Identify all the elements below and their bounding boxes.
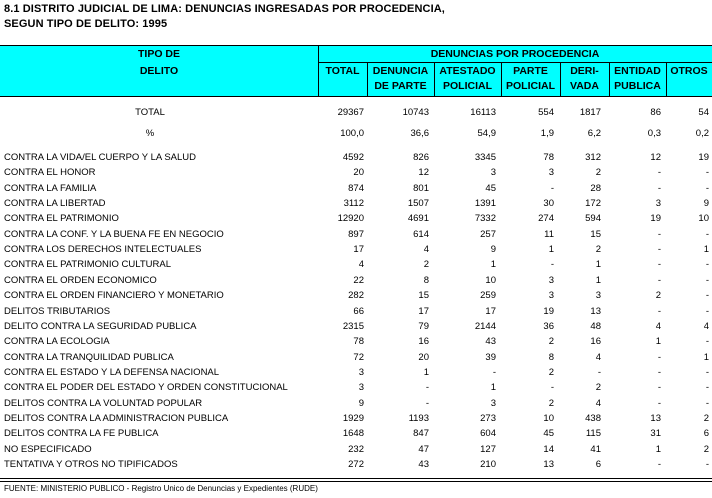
row-value: -: [550, 382, 554, 394]
row-label: CONTRA LA TRANQUILIDAD PUBLICA: [4, 351, 174, 363]
table-row: [0, 151, 712, 165]
row-value: 1: [423, 366, 429, 378]
row-label: CONTRA EL PODER DEL ESTADO Y ORDEN CONSTITUCIONAL: [4, 382, 288, 394]
row-value: 20: [353, 167, 364, 179]
table-row: [0, 366, 712, 380]
header-col-denuncia-l2: DE PARTE: [374, 80, 427, 92]
row-value: -: [705, 274, 709, 286]
row-value: 826: [413, 152, 429, 163]
row-value: 54: [698, 107, 709, 118]
row-value: 3112: [343, 198, 364, 210]
row-value: 874: [348, 182, 364, 194]
row-label: CONTRA EL HONOR: [4, 167, 96, 179]
row-value: -: [705, 336, 709, 348]
row-value: 22: [353, 274, 364, 286]
table-row: [0, 289, 712, 303]
row-value: 3: [595, 290, 601, 302]
row-label: %: [145, 128, 155, 139]
row-value: 6,2: [587, 128, 601, 139]
row-value: -: [705, 459, 709, 470]
table-row: [0, 381, 712, 395]
row-value: -: [657, 397, 661, 409]
row-value: 897: [348, 228, 364, 240]
header-tipo-line1: TIPO DE: [137, 48, 180, 60]
header-tipo-line2: DELITO: [139, 65, 179, 77]
row-value: -: [657, 182, 661, 194]
row-value: 3: [548, 290, 554, 302]
row-label: CONTRA LA FAMILIA: [4, 182, 97, 194]
row-value: 100,0: [340, 128, 364, 139]
row-value: 20: [418, 351, 429, 363]
row-value: 4: [703, 320, 709, 332]
row-value: 1507: [407, 198, 429, 210]
row-value: -: [705, 366, 709, 378]
row-value: 15: [590, 228, 601, 240]
row-value: 41: [590, 443, 601, 455]
row-label: DELITOS CONTRA LA VOLUNTAD POPULAR: [4, 397, 203, 409]
row-value: 210: [480, 459, 496, 470]
header-col-atestado-l1: ATESTADO: [439, 65, 496, 77]
row-value: 2: [548, 366, 554, 378]
row-value: 16: [418, 336, 429, 348]
row-value: 36: [543, 320, 554, 332]
row-value: 2: [423, 259, 429, 271]
row-value: -: [705, 290, 709, 302]
table-row: [0, 305, 712, 319]
row-value: 39: [485, 351, 496, 363]
row-value: 3: [358, 366, 364, 378]
row-value: -: [657, 244, 661, 256]
row-value: 172: [585, 198, 601, 210]
row-value: 8: [548, 351, 554, 363]
row-value: 28: [590, 182, 601, 194]
table-row: [0, 228, 712, 242]
row-value: 54,9: [477, 128, 496, 139]
row-value: 3: [655, 198, 661, 210]
row-value: -: [705, 259, 709, 271]
table-row: [0, 212, 712, 226]
row-value: 16: [590, 336, 601, 348]
header-col-otros: OTROS: [670, 65, 708, 77]
row-value: 2144: [474, 320, 496, 332]
row-value: 554: [538, 107, 554, 118]
row-value: 1193: [408, 412, 429, 424]
table-row: [0, 351, 712, 365]
row-value: 16113: [470, 107, 496, 118]
row-value: 12: [650, 152, 661, 163]
row-value: 10743: [402, 107, 429, 118]
row-value: 17: [353, 244, 364, 256]
row-value: 1391: [474, 198, 496, 210]
row-value: 4: [358, 259, 364, 271]
row-label: CONTRA LA CONF. Y LA BUENA FE EN NEGOCIO: [4, 228, 224, 240]
table-row: [0, 106, 712, 120]
row-value: 2: [703, 412, 709, 424]
row-value: 4691: [407, 213, 429, 225]
row-label: NO ESPECIFICADO: [4, 443, 92, 455]
row-value: 438: [585, 412, 601, 424]
row-value: -: [657, 167, 661, 179]
row-value: 312: [585, 152, 601, 163]
row-value: 13: [590, 305, 601, 317]
header-col-parte-l2: POLICIAL: [506, 80, 555, 92]
row-value: 6: [595, 459, 601, 470]
row-value: 78: [353, 336, 364, 348]
row-value: 43: [485, 336, 496, 348]
row-value: 594: [585, 213, 601, 225]
table-title: 8.1 DISTRITO JUDICIAL DE LIMA: DENUNCIAS INGRESADAS POR PROCEDENCIA,: [4, 3, 445, 15]
row-value: -: [657, 351, 661, 363]
row-value: 4: [655, 320, 661, 332]
table-row: [0, 274, 712, 288]
row-value: 2: [548, 397, 554, 409]
row-value: 45: [543, 428, 554, 440]
row-value: 15: [418, 290, 429, 302]
row-value: 30: [543, 198, 554, 210]
header-col-entidad-l2: PUBLICA: [614, 80, 661, 92]
row-value: 8: [423, 274, 429, 286]
row-value: 9: [703, 198, 709, 210]
row-value: 1: [490, 382, 496, 394]
row-value: -: [705, 397, 709, 409]
row-value: -: [705, 182, 709, 194]
table-header: [0, 45, 712, 97]
row-value: -: [705, 167, 709, 179]
row-value: -: [657, 274, 661, 286]
row-value: 801: [413, 182, 429, 194]
row-value: 10: [698, 213, 709, 225]
row-value: 43: [418, 459, 429, 470]
row-value: 2: [595, 167, 601, 179]
row-value: 17: [418, 305, 429, 317]
row-value: 45: [485, 182, 496, 194]
row-value: 614: [413, 228, 429, 240]
row-label: CONTRA LA VIDA/EL CUERPO Y LA SALUD: [4, 152, 197, 163]
row-value: 19: [543, 305, 554, 317]
row-value: 282: [348, 290, 364, 302]
row-value: -: [705, 382, 709, 394]
row-value: 2: [595, 382, 601, 394]
row-value: 11: [544, 228, 554, 240]
row-label: CONTRA EL ORDEN ECONOMICO: [4, 274, 157, 286]
row-value: 1: [655, 336, 661, 348]
row-value: 0,3: [647, 128, 661, 139]
row-value: 29367: [337, 107, 364, 118]
row-value: 1,9: [540, 128, 554, 139]
row-value: 14: [543, 443, 554, 455]
row-value: 257: [480, 228, 496, 240]
row-value: 1929: [342, 412, 364, 424]
row-value: 1817: [579, 107, 601, 118]
row-value: 86: [650, 107, 661, 118]
row-value: 1: [490, 259, 496, 271]
row-value: 2: [703, 443, 709, 455]
row-value: 13: [543, 459, 554, 470]
row-value: 19: [650, 213, 661, 225]
row-value: 2: [655, 290, 661, 302]
table-row: [0, 397, 712, 411]
header-col-parte-l1: PARTE: [513, 65, 548, 77]
row-value: 17: [485, 305, 496, 317]
header-group: DENUNCIAS POR PROCEDENCIA: [430, 48, 600, 60]
row-value: 9: [358, 397, 364, 409]
row-value: -: [705, 228, 709, 240]
row-value: 9: [490, 244, 496, 256]
row-value: 4: [595, 351, 601, 363]
row-value: 1648: [342, 428, 364, 440]
row-value: 272: [348, 459, 364, 470]
row-label: CONTRA EL PATRIMONIO CULTURAL: [4, 259, 171, 271]
table-row: [0, 412, 712, 426]
table-row: [0, 243, 712, 257]
row-value: 1: [595, 259, 601, 271]
row-value: -: [657, 366, 661, 378]
row-value: 0,2: [695, 128, 709, 139]
row-value: 78: [543, 152, 554, 163]
row-value: 48: [590, 320, 601, 332]
row-value: -: [657, 259, 661, 271]
table-row: [0, 320, 712, 334]
row-value: 3: [490, 167, 496, 179]
row-label: DELITOS CONTRA LA ADMINISTRACION PUBLICA: [4, 412, 229, 424]
row-value: 3345: [474, 152, 496, 163]
row-value: 10: [543, 412, 554, 424]
row-value: 72: [353, 351, 364, 363]
table-row: [0, 182, 712, 196]
row-label: CONTRA EL ESTADO Y LA DEFENSA NACIONAL: [4, 366, 220, 378]
row-value: 47: [418, 443, 429, 455]
row-value: 604: [480, 428, 496, 440]
row-value: 6: [703, 428, 709, 440]
row-label: TENTATIVA Y OTROS NO TIPIFICADOS: [4, 459, 178, 470]
row-value: 36,6: [410, 128, 429, 139]
row-value: 13: [650, 412, 661, 424]
row-value: 3: [548, 167, 554, 179]
row-label: CONTRA EL PATRIMONIO: [4, 213, 119, 225]
table-row: [0, 166, 712, 180]
row-value: 1: [655, 443, 661, 455]
row-value: 66: [353, 305, 364, 317]
row-value: 4: [423, 244, 429, 256]
row-value: 3: [358, 382, 364, 394]
row-value: 4592: [342, 152, 364, 163]
row-value: -: [550, 182, 554, 194]
row-value: 10: [485, 274, 496, 286]
row-value: -: [425, 397, 429, 409]
row-value: -: [425, 382, 429, 394]
row-value: -: [550, 259, 554, 271]
row-value: 1: [703, 351, 709, 363]
row-value: 79: [418, 320, 429, 332]
header-col-derivada-l1: DERI-: [570, 65, 599, 77]
row-label: TOTAL: [135, 107, 165, 118]
row-value: 7332: [474, 213, 496, 225]
header-col-entidad-l1: ENTIDAD: [614, 65, 661, 77]
row-value: 3: [548, 274, 554, 286]
row-value: 12920: [337, 213, 364, 225]
row-label: CONTRA LA ECOLOGIA: [4, 336, 110, 348]
row-value: 31: [650, 428, 661, 440]
row-value: 1: [595, 274, 601, 286]
row-label: CONTRA LA LIBERTAD: [4, 198, 106, 210]
footnote: FUENTE: MINISTERIO PUBLICO - Registro Unico de Denuncias y Expedientes (RUDE): [4, 484, 318, 493]
table-row: [0, 197, 712, 211]
row-value: -: [657, 305, 661, 317]
row-value: 12: [418, 167, 429, 179]
row-value: 115: [585, 428, 601, 440]
row-value: -: [597, 366, 601, 378]
header-col-atestado-l2: POLICIAL: [443, 80, 492, 92]
row-value: 127: [480, 443, 496, 455]
table-row: [0, 258, 712, 272]
row-value: 274: [538, 213, 554, 225]
table-row: [0, 458, 712, 472]
row-value: 273: [480, 412, 496, 424]
row-value: 4: [595, 397, 601, 409]
row-label: DELITO CONTRA LA SEGURIDAD PUBLICA: [4, 320, 197, 332]
row-label: DELITOS TRIBUTARIOS: [4, 305, 111, 317]
row-value: 2315: [342, 320, 364, 332]
row-value: 3: [490, 397, 496, 409]
header-col-denuncia-l1: DENUNCIA: [372, 65, 429, 77]
row-label: CONTRA LOS DERECHOS INTELECTUALES: [4, 244, 202, 256]
row-value: 232: [348, 443, 364, 455]
header-col-total: TOTAL: [325, 65, 360, 77]
table-row: [0, 127, 712, 141]
row-value: -: [657, 228, 661, 240]
row-value: 847: [413, 428, 429, 440]
row-value: 1: [703, 244, 709, 256]
row-value: 2: [548, 336, 554, 348]
table-row: [0, 443, 712, 457]
row-value: 259: [480, 290, 496, 302]
table-subtitle: SEGUN TIPO DE DELITO: 1995: [4, 18, 168, 30]
table-row: [0, 427, 712, 441]
row-value: 1: [548, 244, 554, 256]
row-value: -: [657, 382, 661, 394]
row-value: -: [705, 305, 709, 317]
row-label: CONTRA EL ORDEN FINANCIERO Y MONETARIO: [4, 290, 224, 302]
row-label: DELITOS CONTRA LA FE PUBLICA: [4, 428, 159, 440]
table-row: [0, 335, 712, 349]
header-col-derivada-l2: VADA: [570, 80, 599, 92]
row-value: 2: [595, 244, 601, 256]
row-value: 19: [698, 152, 709, 163]
row-value: -: [657, 459, 661, 470]
row-value: -: [492, 366, 496, 378]
